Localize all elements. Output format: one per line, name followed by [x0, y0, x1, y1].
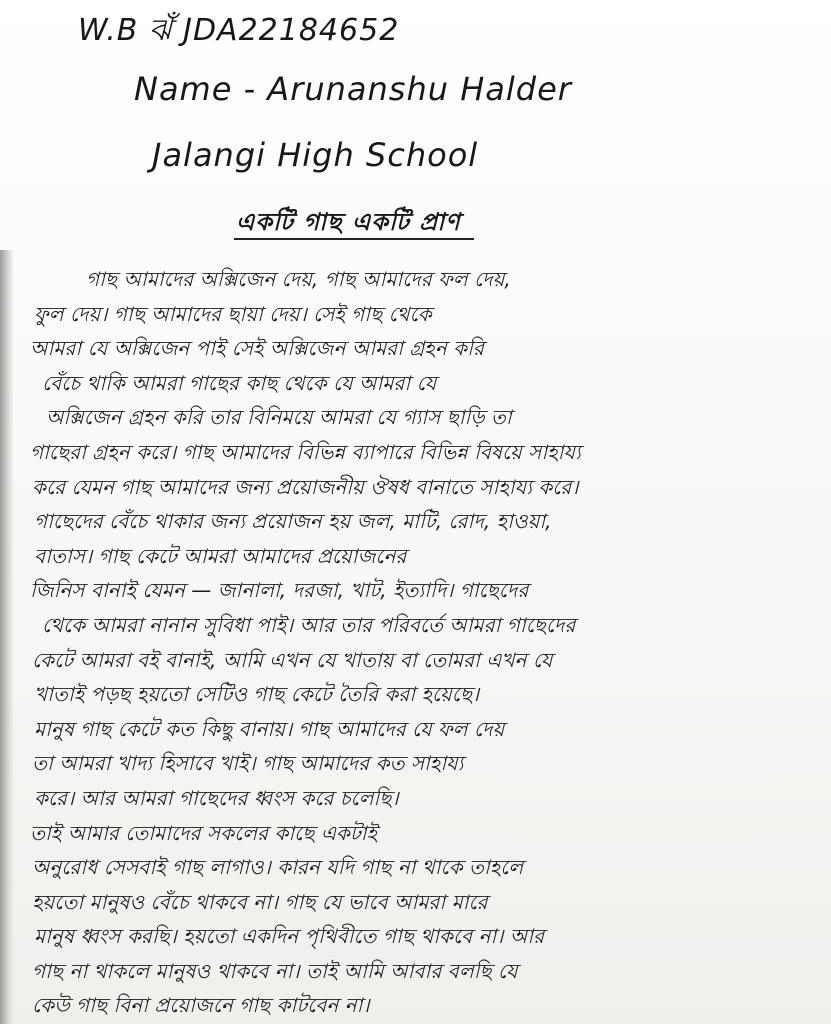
title-underline — [234, 238, 474, 240]
essay-line: মানুষ গাছ কেটে কত কিছু বানায়। গাছ আমাদের যে ফল দেয় — [34, 716, 505, 741]
essay-line: জিনিস বানাই যেমন — জানালা, দরজা, খাট, ইত্যাদি। গাছেদের — [30, 578, 529, 603]
essay-line: হয়তো মানুষও বেঁচে থাকবে না। গাছ যে ভাবে আমরা মারে — [32, 889, 488, 914]
essay-line: করে। আর আমরা গাছেদের ধ্বংস করে চলেছি। — [34, 785, 399, 810]
essay-title: একটি গাছ একটি প্রাণ — [236, 208, 461, 236]
essay-line: গাছ আমাদের অক্সিজেন দেয়, গাছ আমাদের ফল দেয়, — [86, 267, 511, 291]
essay-line: আমরা যে অক্সিজেন পাই সেই অক্সিজেন আমরা গ্রহন করি — [30, 336, 484, 361]
essay-line: থেকে আমরা নানান সুবিধা পাই। আর তার পরিবর্তে আমরা গাছেদের — [42, 612, 576, 637]
essay-line: ফুল দেয়। গাছ আমাদের ছায়া দেয়। সেই গাছ থেকে — [34, 301, 432, 326]
essay-line: খাতাই পড়ছ হয়তো সেটিও গাছ কেটে তৈরি করা হয়েছে। — [34, 682, 480, 707]
essay-line: কেটে আমরা বই বানাই, আমি এখন যে খাতায় বা তোমরা এখন যে — [32, 647, 553, 672]
student-name: Name - Arunanshu Halder — [134, 70, 572, 108]
roll-number: W.B ঝঁ JDA22184652 — [78, 13, 400, 48]
essay-line: করে যেমন গাছ আমাদের জন্য প্রয়োজনীয় ঔষধ বানাতে সাহায্য করে। — [32, 474, 579, 499]
essay-line: গাছেরা গ্রহন করে। গাছ আমাদের বিভিন্ন ব্যাপারে বিভিন্ন বিষয়ে সাহায্য — [30, 439, 581, 464]
essay-line: অনুরোধ সেসবাই গাছ লাগাও। কারন যদি গাছ না থাকে তাহলে — [32, 855, 524, 880]
essay-line: কেউ গাছ বিনা প্রয়োজনে গাছ কাটবেন না। — [32, 993, 370, 1018]
essay-line: গাছ না থাকলে মানুষও থাকবে না। তাই আমি আবার বলছি যে — [32, 958, 518, 983]
essay-line: বেঁচে থাকি আমরা গাছের কাছ থেকে যে আমরা যে — [42, 370, 437, 395]
essay-line: বাতাস। গাছ কেটে আমরা আমাদের প্রয়োজনের — [34, 543, 407, 568]
essay-line: তাই আমার তোমাদের সকলের কাছে একটাই — [30, 820, 378, 845]
school-name: Jalangi High School — [152, 136, 479, 174]
essay-body — [26, 262, 816, 1023]
essay-line: তা আমরা খাদ্য হিসাবে খাই। গাছ আমাদের কত সাহায্য — [32, 751, 464, 776]
essay-line: মানুষ ধ্বংস করছি। হয়তো একদিন পৃথিবীতে গাছ থাকবে না। আর — [34, 924, 545, 949]
essay-line: গাছেদের বেঁচে থাকার জন্য প্রয়োজন হয় জল, মাটি, রোদ, হাওয়া, — [34, 509, 552, 534]
paper-edge-shadow — [0, 250, 14, 1024]
essay-line: অক্সিজেন গ্রহন করি তার বিনিময়ে আমরা যে গ্যাস ছাড়ি তা — [46, 405, 512, 430]
